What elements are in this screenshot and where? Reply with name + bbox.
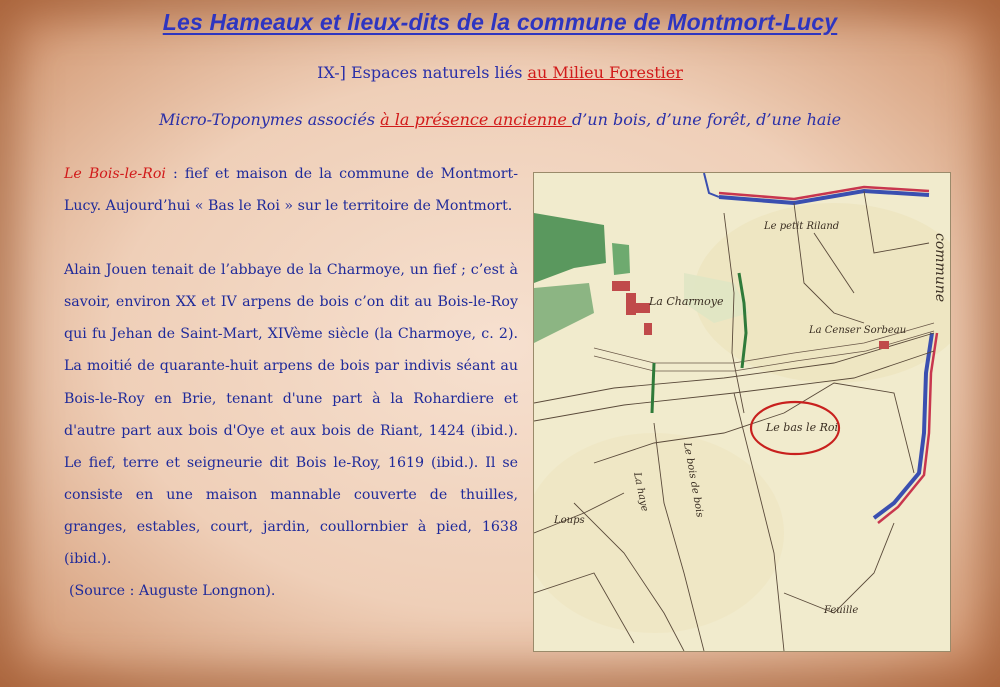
meadow-parcel (612, 243, 630, 275)
map-label-haye: La haye (631, 471, 651, 513)
map-label-bois: Le bois de bois (681, 441, 706, 519)
section-highlight: au Milieu Forestier (527, 63, 683, 82)
subtitle-pre: Micro-Toponymes associés (158, 110, 381, 129)
place-name: Le Bois-le-Roi (64, 166, 166, 182)
section-heading (0, 63, 1000, 82)
page-title: Les Hameaux et lieux-dits de la commune de Montmort-Lucy (162, 9, 838, 35)
map-label-petit-riland: Le petit Riland (764, 221, 840, 232)
subtitle-post: d’un bois, d’une forêt, d’une haie (571, 110, 842, 129)
map-label-bas-le-roi: Le bas le Roi (766, 421, 838, 434)
hedge-line (652, 363, 654, 413)
source-citation: (Source : Auguste Longnon). (69, 583, 276, 600)
map-drawing (534, 173, 950, 651)
paragraph-gap (64, 222, 518, 254)
map-label-charmoye: La Charmoye (649, 295, 724, 308)
subtitle (0, 110, 1000, 129)
cadastral-map (533, 172, 951, 652)
section-prefix: IX-] Espaces naturels liés (317, 63, 528, 82)
paragraph-1-text: : fief et maison de la commune de Montmort-Lucy. Aujourd’hui « Bas le Roi » sur le territoire de Montmort. (64, 166, 518, 215)
map-label-loups: Loups (554, 515, 585, 526)
paragraph-1 (64, 158, 518, 222)
map-label-censer: La Censer Sorbeau (809, 325, 907, 336)
subtitle-highlight: à la présence ancienne (380, 110, 572, 129)
body-text (64, 158, 518, 607)
map-label-feuille: Feuille (824, 605, 859, 616)
paragraph-2: Alain Jouen tenait de l’abbaye de la Charmoye, un fief ; c’est à savoir, environ XX et IV arpens de bois c’on dit au Bois-le-Roy qui fu Jehan de Saint-Mart, XIVème siècle (la Charmoye, c. 2). La moitié de quarante-huit arpens de bois par indivis séant au Bois-le-Roy en Brie, tenant d'une part à la Rohardiere et d'autre part aux bois d'Oye et aux bois de Riant, 1424 (ibid.). Le fief, terre et seigneurie dit Bois le-Roy, 1619 (ibid.). Il se consiste en une maison mannable couverte de thuilles, granges, estables, court, jardin, coullornbier à pied, 1638 (ibid.). (64, 262, 518, 568)
map-label-commune: commune (932, 233, 948, 303)
